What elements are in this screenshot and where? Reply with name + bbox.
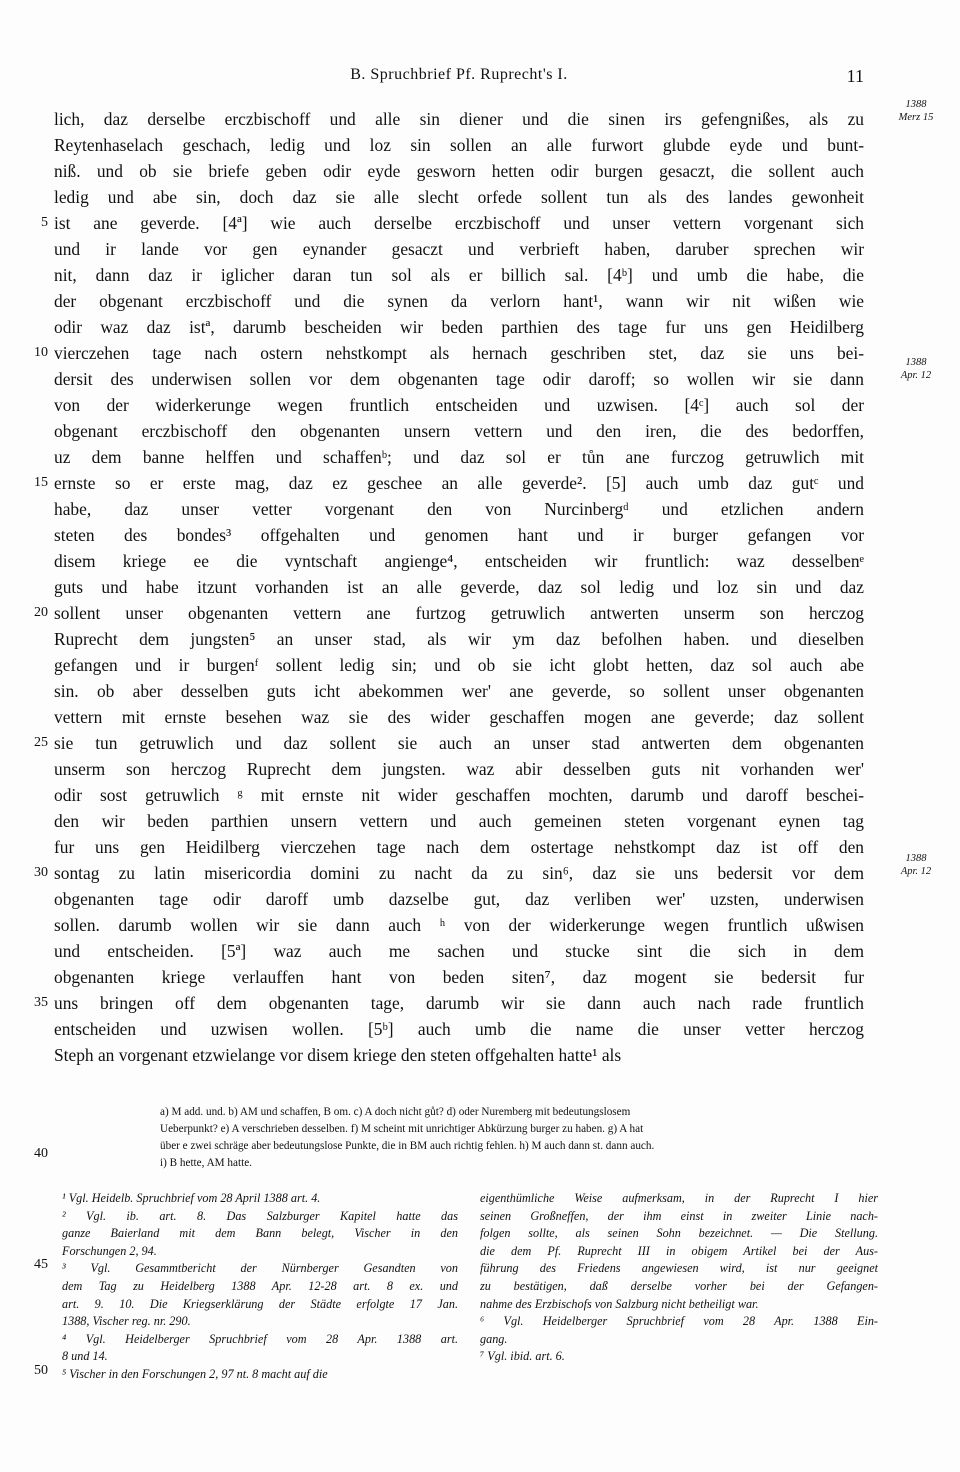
text-line: und ir lande vor gen eynander gesaczt und verbrieft haben, daruber sprechen wir (54, 239, 864, 259)
text-line: obgenanten kriege verlauffen hant von beden siten⁷, daz mogent sie bedersit fur (54, 967, 864, 987)
margin-year: 1388 (905, 99, 927, 110)
text-line: sollen. darumb wollen wir sie dann auch ʰ von der widerkerunge wegen fruntlich ußwisen (54, 915, 864, 935)
footnote-line: führung des Friedens angewiesen wird, ist nur geeignet (480, 1261, 878, 1276)
footnote-line: ² Vgl. ib. art. 8. Das Salzburger Kapitel hatte das (62, 1208, 458, 1223)
apparatus-line-number: 40 (34, 1146, 48, 1161)
footnote-line: folgen sollte, als seinen Sohn bezeichnet. — Die Stellung. (480, 1226, 878, 1241)
footnote-line: ⁶ Vgl. Heidelberger Spruchbrief vom 28 Apr. 1388 Ein- (480, 1314, 878, 1329)
text-line: sollent unser obgenanten vettern ane furtzog getruwlich antwerten unserm son herczog (54, 603, 864, 623)
margin-date: Apr. 12 (900, 370, 932, 381)
page-number: 11 (846, 66, 864, 86)
text-line: ernste so er erste mag, daz ez geschee an alle geverde². [5] auch umb daz gutᶜ und (54, 473, 864, 493)
footnote-line: nahme des Erzbischofs von Salzburg nicht betheiligt war. (480, 1296, 759, 1311)
footnote-line: art. 9. 10. Die Kriegserklärung der Städte erfolgte 17 Jan. (62, 1296, 458, 1311)
line-number: 30 (34, 865, 48, 880)
text-line: ledig und abe sin, doch daz sie alle slecht orfede sollent tun als des landes gewonheit (54, 187, 864, 207)
footnote-line: ganze Baierland mit dem Bann belegt, Vischer in den (62, 1226, 458, 1241)
text-line: dersit des underwisen sollen vor dem obgenanten tage odir daroff; so wollen wir sie dann (54, 369, 864, 389)
margin-date-note (880, 356, 952, 382)
text-line: der obgenant erczbischoff und die synen da verlorn hant¹, wann wir nit wißen wie (54, 291, 864, 311)
apparatus-line: a) M add. und. b) AM und schaffen, B om. c) A doch nicht gůt? d) oder Nuremberg mit bedeutungslosem (160, 1106, 631, 1118)
apparatus-line: über e zwei schräge aber bedeutungslose Punkte, die in BM auch richtig fehlen. h) M auch dann st. dann auch. (160, 1140, 655, 1152)
text-line: Reytenhaselach geschach, ledig und loz sin sollen an alle furwort glubde eyde und bunt- (54, 135, 864, 155)
footnote-line-number: 45 (34, 1257, 48, 1272)
footnote-line: ⁷ Vgl. ibid. art. 6. (480, 1349, 565, 1364)
footnote-line: dem Tag zu Heidelberg 1388 Apr. 12-28 art. 8 ex. und (62, 1278, 458, 1293)
line-number: 20 (34, 605, 48, 620)
text-line: und entscheiden. [5ª] waz auch me sachen und stucke sint die sich in dem (54, 941, 864, 961)
footnote-line: zu bestätigen, daß derselbe vorher bei der Gefangen- (480, 1278, 878, 1293)
margin-date-note (880, 98, 952, 124)
footnote-line: ¹ Vgl. Heidelb. Spruchbrief vom 28 April 1388 art. 4. (62, 1191, 321, 1205)
line-number: 15 (34, 475, 48, 490)
text-line: sie tun getruwlich und daz sollent sie auch an unser stad antwerten dem obgenanten (54, 733, 864, 753)
footnotes-right-column (480, 1190, 878, 1366)
line-number: 35 (34, 995, 48, 1010)
text-line: Ruprecht dem jungsten⁵ an unser stad, als wir ym daz befolhen haben. und dieselben (54, 629, 864, 649)
text-line: odir sost getruwlich ᵍ mit ernste nit wider geschaffen mochten, darumb und daroff beschei- (54, 785, 864, 805)
text-line: vierczehen tage nach ostern nehstkompt als hernach geschriben stet, daz sie uns bei- (54, 343, 864, 363)
text-line: niß. und ob sie briefe geben odir eyde gesworn hetten odir burgen gesaczt, die sollent auch (54, 161, 864, 181)
margin-date: Apr. 12 (900, 866, 932, 877)
footnote-line: Forschungen 2, 94. (62, 1243, 157, 1258)
text-line: entscheiden und uzwisen wollen. [5ᵇ] auch umb die name die unser vetter herczog (54, 1019, 864, 1039)
critical-apparatus (160, 1104, 880, 1172)
margin-date-note (880, 852, 952, 878)
text-line: uns bringen off dem obgenanten tage, darumb wir sie dann auch nach rade fruntlich (54, 993, 864, 1013)
text-line: sin. ob aber desselben guts icht abekommen wer' ane geverde, so sollent unser obgenanten (54, 681, 864, 701)
text-line: ist ane geverde. [4ª] wie auch derselbe erczbischoff und unser vettern vorgenant sich (54, 213, 864, 233)
apparatus-line: Ueberpunkt? e) A verschrieben desselben. f) M scheint mit unrichtiger Abkürzung burger zu haben. g) A hat (160, 1123, 644, 1135)
footnote-line: ⁵ Vischer in den Forschungen 2, 97 nt. 8 macht auf die (62, 1366, 328, 1381)
footnote-line: seinen Großneffen, der ihm einst in zweiter Linie nach- (480, 1208, 878, 1223)
margin-date: Merz 15 (898, 112, 934, 123)
line-number: 5 (41, 215, 48, 230)
footnote-line: 8 und 14. (62, 1349, 108, 1364)
margin-year: 1388 (905, 357, 927, 368)
running-title: B. Spruchbrief Pf. Ruprecht's I. (350, 66, 568, 83)
text-line: unserm son herczog Ruprecht dem jungsten. waz abir desselben guts nit vorhanden wer' (54, 759, 864, 779)
text-line: lich, daz derselbe erczbischoff und alle sin diener und die sinen irs gefengnißes, als zu (54, 109, 864, 129)
text-line: steten des bondes³ offgehalten und genomen hant und ir burger gefangen vor (54, 525, 864, 545)
text-line: obgenant erczbischoff den obgenanten unsern vettern und den iren, die des bedorffen, (54, 421, 864, 441)
footnote-line: ³ Vgl. Gesammtbericht der Nürnberger Gesandten von (62, 1261, 458, 1276)
text-line: Steph an vorgenant etzwielange vor disem kriege den steten offgehalten hatte¹ als (54, 1045, 622, 1065)
text-line: disem kriege ee die vyntschaft angienge⁴, entscheiden wir fruntlich: waz desselbenᵉ (54, 551, 864, 571)
running-header (54, 66, 864, 94)
text-line: nit, dann daz ir iglicher daran tun sol als er billich sal. [4ᵇ] und umb die habe, die (54, 265, 864, 285)
text-line: fur uns gen Heidilberg vierczehen tage nach dem ostertage nehstkompt daz ist off den (54, 837, 864, 857)
footnote-line-number: 50 (34, 1363, 48, 1378)
footnote-line: 1388, Vischer reg. nr. 290. (62, 1314, 191, 1329)
text-line: guts und habe itzunt vorhanden ist an alle geverde, daz sol ledig und loz sin und daz (54, 577, 864, 597)
text-line: habe, daz unser vetter vorgenant den von Nurcinbergᵈ und etzlichen andern (54, 499, 864, 519)
margin-year: 1388 (905, 853, 927, 864)
text-line: sontag zu latin misericordia domini zu nacht da zu sin⁶, daz sie uns bedersit vor dem (54, 863, 864, 883)
apparatus-line: i) B hette, AM hatte. (160, 1157, 252, 1169)
footnote-line: die dem Pf. Ruprecht III in obigem Artikel bei der Aus- (480, 1243, 878, 1258)
footnote-line: ⁴ Vgl. Heidelberger Spruchbrief vom 28 Apr. 1388 art. (62, 1331, 458, 1346)
text-line: uz dem banne helffen und schaffenᵇ; und daz sol er tůn ane furczog getruwlich mit (54, 447, 864, 467)
text-line: den wir beden parthien unsern vettern und auch gemeinen steten vorgenant eynen tag (54, 811, 864, 831)
text-line: vettern mit ernste besehen waz sie des wider geschaffen mogen ane geverde; daz sollent (54, 707, 864, 727)
text-line: odir waz daz istª, darumb bescheiden wir beden parthien des tage fur uns gen Heidilberg (54, 317, 864, 337)
text-line: von der widerkerunge wegen fruntlich entscheiden und uzwisen. [4ᶜ] auch sol der (54, 395, 864, 415)
text-line: obgenanten tage odir daroff umb dazselbe gut, daz verliben wer' uzsten, underwisen (54, 889, 864, 909)
footnote-line: eigenthümliche Weise aufmerksam, in der Ruprecht I hier (480, 1191, 878, 1205)
text-line: gefangen und ir burgenᶠ sollent ledig sin; und ob sie icht globt hetten, daz sol auch abe (54, 655, 864, 675)
line-number: 10 (34, 345, 48, 360)
footnotes-left-column (62, 1190, 458, 1384)
line-number: 25 (34, 735, 48, 750)
footnote-line: gang. (480, 1331, 508, 1346)
